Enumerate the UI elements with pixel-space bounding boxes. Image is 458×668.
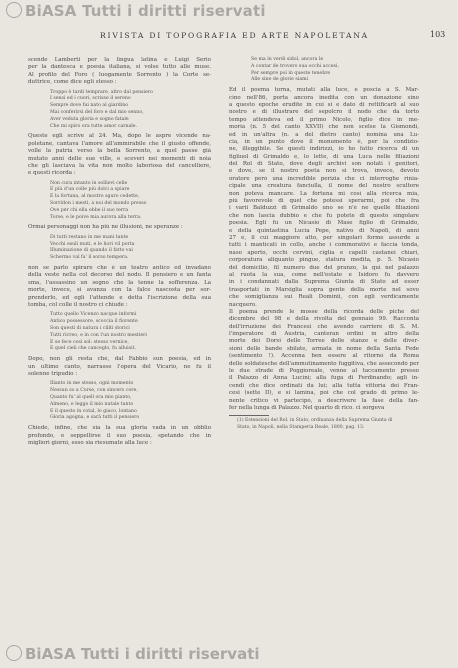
text-line: scende Lamberti per la lingua latina e Luigi Serio — [28, 57, 211, 63]
text-line: Al profilo del Foro ( luogamente Sorrento ) la Corte se- — [28, 71, 211, 78]
text-line: che somiglianza sui Reali Dominii, con egli verdicamente — [229, 294, 419, 301]
watermark-top — [6, 2, 266, 20]
footnote-line: Stato, in Napoli, nella Stamperia Reale, 1800, pag. 13. — [237, 424, 365, 430]
text-line: Queste egli scrive al 24. Ma, dopo le aspre vicende na- — [28, 133, 211, 140]
text-line: (sentimento !). Accenna ben essere al ritorno da Roma — [229, 353, 419, 360]
verse-line: E quel cieli che canceglo, fu alluisit. — [50, 346, 136, 352]
text-line: fer nella lunga di Palazzo. Nel quarto di rico. ci sorgeva — [229, 404, 385, 411]
text-line: non poteva mancare. La fortuna mi così alla ricerca mia, — [229, 190, 419, 197]
text-line: volle la patria verso la bella Sorrento, a quel paese già — [28, 148, 211, 155]
text-line: prenderlo, ed egli l'attende e detta l'iscrizione della sua — [28, 294, 211, 301]
verse-line: E se fece così sol: stesso vernice, — [50, 339, 129, 345]
text-line: sma, l'assassino un segno che la tenne la sofferenza. La — [28, 279, 211, 286]
text-line: delle soldatesche dell'ammutinamento fuggitiva, che assecondò per — [229, 360, 419, 367]
text-line: il Palazzo di Anna Lucini; alla fuga di Ferdinando; agli in- — [229, 375, 419, 382]
text-line: che non lascia dubbio e che fu potete di questo singolare — [229, 212, 419, 219]
verse-line: Torse, e le poive mia aurora alla terra. — [50, 214, 142, 220]
text-line: non se parlo spirare che è un teatro antico ed invadano — [28, 265, 211, 272]
text-line: cendi che dice ordinati da lui; alla tutta vittoria dei Fran- — [229, 382, 419, 389]
biasa-logo-icon — [6, 2, 22, 18]
text-line: a questo epoche erudite in cui si e dato di rettificarli al suo — [229, 101, 419, 108]
text-line: e questi ricorda : — [28, 170, 76, 177]
verse-line: Illanto in me stesso, ogni momento — [50, 381, 134, 387]
text-line: trasportati in Marsiglia sopra gente della morte nel sovo — [229, 286, 419, 293]
text-line: nente critico vi partecipò, a descrivere la fase della fan- — [229, 397, 419, 404]
verse-line: Schermo val fa' il sorso tempera. — [50, 255, 129, 261]
verse-line: Mai conferirsi del foro e dal mio senno, — [50, 109, 144, 115]
verse-line: Antico possessore, scoccia il fiorente — [50, 319, 138, 325]
text-line: sioni delle bande sbilate, armata in nome della Santa Fede — [229, 345, 419, 352]
text-line: duttrice, come dice egli stesso : — [28, 79, 117, 86]
text-line: i varii Balduzzi di Grimaldo uno se n'è ne quelle filiazioni — [229, 205, 419, 212]
verse-line: Nessun so a Corse, con sincero core, — [50, 388, 138, 394]
verse-line: Troppo è tardi temprare, altro dal pensiero — [50, 89, 153, 95]
text-line: della veste nella col decorso del nodo. Il pensiero e un fanta — [28, 272, 211, 279]
text-line: corporatura aliquanto pingue, statura medita, p. 5. Nicasio — [229, 257, 419, 264]
verse-line: Alle sine de glorie siami — [251, 77, 309, 83]
text-line: le due strade di Poggioreale, venne al taccamento presso — [229, 368, 419, 375]
text-line: un ultimo canto, narrasse l'opera del Vicario, ne fu il — [28, 363, 211, 370]
text-line: Ed il poema torna, mutati alla luce, e poscia a S. Mar- — [229, 87, 419, 94]
text-line: poletane, cantava l'amore all'ammirabile che il giusto offende, — [28, 140, 211, 147]
text-line: dell'irruzione dei Francesi che avendo carriere di S. M. — [229, 323, 419, 330]
verse-line: I sensi ed i cuori, scrisse il sereno — [50, 96, 131, 102]
text-line: cesi (sette II), e si lamina, poi che col grado di primo le- — [229, 390, 419, 397]
footnote-line: (1) Estensioni del Rol. in Stato, ordinanza della Suprema Giunta di — [237, 418, 393, 424]
watermark-top-text: BiASA Tutti i diritti riservati — [25, 2, 266, 20]
text-line: che gli lasciava la vita non molto laboriosa del cancelliere, — [28, 162, 211, 169]
text-line: nacquero. — [229, 301, 257, 308]
verse-line: Aver veduta gloria e sogno fatale — [50, 116, 129, 122]
text-line: per la dantesca e poesia italiana, si volse tutto alle muse. — [28, 64, 211, 71]
text-line: morte, invece, si avanza con la falce nascosta per sor- — [28, 287, 211, 294]
text-line: mutato anni delle sue ville, e sceveri nei momenti di noia — [28, 155, 211, 162]
running-head: RIVISTA DI TOPOGRAFIA ED ARTE NAPOLETANA — [100, 31, 369, 40]
verse-line: Almeno, e leggo il mio natale tanto — [50, 401, 134, 407]
verse-line: Se ma in verdi sidol, ancora le — [251, 57, 324, 62]
text-line: dicembre del 98 e della rivolta del gennaio 99. Racconta — [229, 316, 419, 323]
text-line: profondo, e seppellirse il suo poesia, spetando che in — [28, 432, 211, 439]
right-column — [229, 57, 419, 431]
text-line: ed in un'altra (n. a del dietro canto) nomina una Lu- — [229, 131, 419, 138]
left-column — [28, 57, 211, 447]
verse-line: Che mi spiro ora tutte amor carnale. — [50, 123, 138, 129]
footnote-rule — [229, 415, 269, 416]
text-line: poesia. Egli fu un Nicasio di Mase figlio di Grimaldo, — [229, 220, 419, 227]
text-line: figliuol di Grimaldo e, lo lette, di una Luca nelle filiazioni — [229, 153, 419, 160]
verse-line: E il questo in cotal, lo giaco, lontano — [50, 408, 137, 414]
verse-line: E più d'un colle più dolci a spiare — [50, 187, 130, 193]
text-line: l'imperatore di Austria, canteran ordini in altro della — [229, 331, 419, 338]
verse-line: A contar de trovero sua occhi accesi, — [251, 63, 339, 69]
text-line: tomba, col colle il nostro ci chiude : — [28, 302, 128, 308]
text-line: 27 e, il cui maggiore atto, per singolari forme assurde a — [229, 235, 419, 241]
verse-line: Gloria agogna, e sarà tutti il pensiero — [50, 415, 140, 421]
verse-line: Per sempre poi in queste tenebre — [251, 70, 331, 76]
text-line: Ormai personaggi non ha più ne illusioni, ne speranze : — [28, 224, 183, 231]
text-line: più favorevole di quel che potessi sperarmi, poi che fra — [229, 198, 419, 205]
text-line: e della quintastina Lucia Pepe, nativo di Napoli, di anni — [229, 227, 419, 234]
verse-line: Ove per chi ella ebbe il suo terra — [50, 207, 129, 213]
text-line: nostro e di illustrare del sepolcro il nodo che da torto — [229, 109, 419, 116]
text-line: del Rol di Stato, dove degli archivi son notati i genitori, — [229, 161, 419, 168]
text-line: Il poema prende le mosse della ricorda delle piche del — [229, 308, 419, 315]
text-line: ne, illeggibile. Se questi indirizzi, io ho fatto ricerca di un — [229, 146, 419, 153]
verse-line: Quanto fu' al quell ora mio pianto, — [50, 394, 132, 400]
verse-line: Sempre dove fui nato al giardino — [50, 103, 129, 109]
verse-line: Sorridon i mesti, a noi del mondo presso — [50, 201, 147, 207]
biasa-logo-icon — [6, 645, 22, 661]
text-line: e dove, se il nostro poeta non si trova, invece, devoto — [229, 168, 419, 175]
text-line: Dopo, non gli resta che, dal Fabbio sun poesia, ed in — [28, 356, 211, 363]
text-line: moria (n. 5 del canto XXVII) che non scelse la Gismondi, — [229, 124, 419, 131]
verse-line: Illuminazione di quando il fatto vai — [50, 248, 133, 254]
verse-line: Son questi di natura i ciliti storici — [50, 325, 130, 331]
verse-line: Vecchi esuli muti, e le liori vil porta — [50, 241, 135, 247]
verse-line: E la fortuna, al mostro sguro cedette, — [50, 194, 140, 200]
text-line: solenne tripudio : — [28, 370, 78, 377]
text-line: in i condannati dalla Suprema Giunta di Stato ad esser — [229, 279, 419, 286]
text-line: cipale una creatura fanciulla, il nome del nostro scultore — [229, 183, 419, 190]
verse-line: Tutti ricreo, e in con l'un nostro mestieri — [50, 332, 147, 338]
page-number: 103 — [430, 30, 446, 39]
text-line: del domicilio, fil numero due del pranzo, la qui nel palazzo — [229, 264, 419, 271]
text-line: tutti i manticati in collo, anche i commorativi e faccia tonda, — [229, 242, 419, 249]
watermark-bottom — [6, 645, 260, 663]
text-line: migliori giorni, esso sia riesumate alla luce : — [28, 439, 152, 446]
verse-line: Non cura intanto in sollievi celle — [50, 180, 128, 186]
verse-line: Tutto quello Vicenzo nacque informi — [50, 312, 137, 318]
text-line: oratore però una incredible perizia che ci interroghe rinia- — [229, 175, 419, 182]
text-line: morte dei Dorsi delle Torree delle stanze e delle diver- — [229, 338, 419, 345]
verse-line: Di tutti restano in me mani tante — [50, 234, 129, 240]
text-line: cia, in un punto dove il monumento è, per la condizio- — [229, 138, 419, 145]
text-line: al ruota la sua, come nell'estate e Isidoro fu davvero — [229, 271, 419, 278]
text-line: Chiede, infine, che sia la sua gloria vada in un obblio — [28, 425, 211, 432]
watermark-bottom-text: BiASA Tutti i diritti riservati — [25, 645, 260, 663]
text-line: cino nell'86, porta ancora inedita con un donazione sino — [229, 94, 419, 101]
text-line: naso aperto, occhi cervini, ciglia e capelli castanei chiari, — [229, 249, 419, 256]
text-line: tempo attendeva ed il primo Nicolo, figlio dice in me- — [229, 116, 419, 123]
